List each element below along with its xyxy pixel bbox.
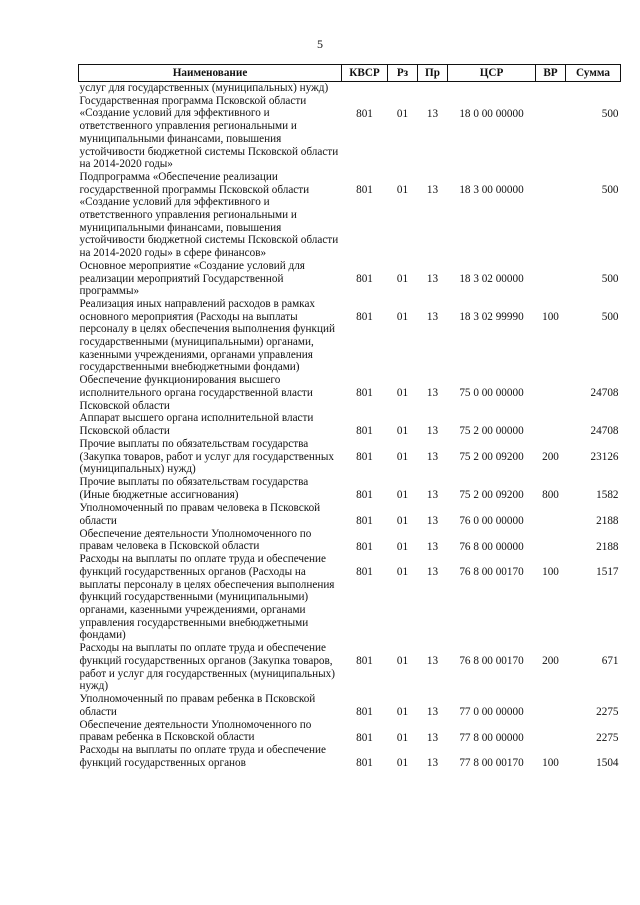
cell-rz: 01	[396, 514, 409, 527]
cell-sum: 500	[601, 183, 619, 196]
cell-kvsr: 801	[356, 757, 373, 770]
cell-name: Расходы на выплаты по оплате труда и обеспечение функций государственных органов (Закупка товаров, работ и услуг для государственных (муниципальных) нужд)	[79, 642, 335, 693]
table-row	[79, 528, 621, 554]
cell-kvsr: 801	[356, 540, 373, 553]
table-row	[79, 744, 621, 770]
cell-pr: 13	[426, 514, 439, 527]
cell-name: Основное мероприятие «Создание условий для реализации мероприятий Государственной программы»	[79, 259, 305, 298]
cell-sum: 500	[601, 272, 619, 285]
cell-kvsr: 801	[356, 425, 373, 438]
table-row	[79, 476, 621, 502]
cell-sum: 1582	[596, 489, 619, 502]
cell-sum: 671	[601, 655, 619, 668]
cell-name: Аппарат высшего органа исполнительной власти Псковской области	[79, 412, 314, 437]
cell-vr: 100	[542, 566, 559, 579]
cell-pr: 13	[426, 705, 439, 718]
cell-pr: 13	[426, 655, 439, 668]
cell-rz: 01	[396, 310, 409, 323]
cell-sum: 500	[601, 107, 619, 120]
cell-kvsr: 801	[356, 310, 373, 323]
cell-csr: 77 8 00 00170	[459, 757, 524, 770]
page-number: 5	[317, 37, 323, 51]
cell-sum: 2188	[596, 540, 619, 553]
cell-csr: 75 2 00 09200	[459, 489, 524, 502]
table-row	[79, 171, 621, 260]
cell-kvsr	[342, 82, 388, 95]
cell-vr: 100	[542, 310, 559, 323]
cell-vr	[536, 374, 566, 412]
cell-pr: 13	[426, 272, 439, 285]
header-pr: Пр	[418, 65, 448, 82]
cell-name: Реализация иных направлений расходов в рамках основного мероприятия (Расходы на выплаты персоналу в целях обеспечения выполнения функций государственными (муниципальными) органами, казенными учреждениями, органами управления государственными внебюджетными фондами)	[79, 297, 335, 374]
cell-pr: 13	[426, 450, 439, 463]
cell-kvsr: 801	[356, 731, 373, 744]
budget-table	[78, 64, 621, 770]
cell-vr: 100	[542, 757, 559, 770]
cell-csr: 76 8 00 00170	[459, 655, 524, 668]
cell-sum	[566, 82, 621, 95]
cell-csr: 75 2 00 09200	[459, 450, 524, 463]
cell-kvsr: 801	[356, 705, 373, 718]
table-row	[79, 502, 621, 528]
table-row	[79, 95, 621, 171]
cell-sum: 2188	[596, 514, 619, 527]
cell-csr: 77 0 00 00000	[459, 705, 524, 718]
cell-csr: 76 8 00 00170	[459, 566, 524, 579]
cell-name: Подпрограмма «Обеспечение реализации государственной программы Псковской области «Создание условий для эффективного и ответственного управления региональными и муниципальными финансами, повышения устойчивости бюджетной системы Псковской области на 2014-2020 годы» в сфере финансов»	[79, 170, 339, 260]
table-body	[79, 82, 621, 771]
cell-kvsr: 801	[356, 450, 373, 463]
cell-rz: 01	[396, 183, 409, 196]
cell-name: Прочие выплаты по обязательствам государства (Закупка товаров, работ и услуг для государственных (муниципальных) нужд)	[79, 437, 334, 476]
cell-kvsr: 801	[356, 387, 373, 400]
cell-pr: 13	[426, 566, 439, 579]
cell-csr: 18 0 00 00000	[459, 107, 524, 120]
cell-rz: 01	[396, 731, 409, 744]
cell-rz: 01	[396, 425, 409, 438]
cell-vr: 800	[542, 489, 559, 502]
cell-kvsr: 801	[356, 489, 373, 502]
cell-rz: 01	[396, 450, 409, 463]
table-header-row	[79, 65, 621, 82]
cell-pr: 13	[426, 425, 439, 438]
table-row	[79, 693, 621, 719]
cell-name: Уполномоченный по правам ребенка в Псковской области	[79, 692, 316, 718]
cell-csr: 18 3 02 99990	[459, 310, 524, 323]
cell-kvsr: 801	[356, 566, 373, 579]
table-row	[79, 82, 621, 95]
cell-name: услуг для государственных (муниципальных) нужд)	[79, 82, 329, 94]
cell-rz: 01	[396, 489, 409, 502]
cell-csr	[448, 82, 536, 95]
cell-name: Прочие выплаты по обязательствам государства (Иные бюджетные ассигнования)	[79, 476, 309, 501]
cell-name: Обеспечение деятельности Уполномоченного по правам ребенка в Псковской области	[79, 718, 312, 744]
cell-rz	[388, 82, 418, 95]
cell-csr: 76 0 00 00000	[459, 514, 524, 527]
cell-kvsr: 801	[356, 183, 373, 196]
cell-kvsr: 801	[356, 107, 373, 120]
cell-csr: 75 0 00 00000	[459, 387, 524, 400]
cell-pr: 13	[426, 310, 439, 323]
cell-name: Уполномоченный по правам человека в Псковской области	[79, 501, 321, 527]
table-row	[79, 438, 621, 476]
table-row	[79, 553, 621, 642]
header-sum: Сумма	[566, 65, 621, 82]
cell-sum: 23126	[590, 450, 619, 463]
cell-vr	[536, 95, 566, 171]
cell-sum: 2275	[596, 731, 619, 744]
cell-name: Обеспечение деятельности Уполномоченного по правам человека в Псковской области	[79, 527, 312, 553]
cell-pr: 13	[426, 107, 439, 120]
cell-pr: 13	[426, 540, 439, 553]
cell-vr	[536, 260, 566, 298]
cell-name: Расходы на выплаты по оплате труда и обеспечение функций государственных органов	[79, 744, 326, 770]
cell-kvsr: 801	[356, 655, 373, 668]
cell-vr	[536, 719, 566, 745]
cell-vr: 200	[542, 655, 559, 668]
table-row	[79, 260, 621, 298]
table-row	[79, 374, 621, 412]
cell-name: Расходы на выплаты по оплате труда и обеспечение функций государственных органов (Расходы на выплаты персоналу в целях обеспечения выполнения функций государственными (муниципальными) органами, казенными учреждениями, органами управления государственными внебюджетными фондами)	[79, 553, 335, 642]
cell-pr: 13	[426, 387, 439, 400]
cell-csr: 77 8 00 00000	[459, 731, 524, 744]
cell-rz: 01	[396, 387, 409, 400]
cell-name: Государственная программа Псковской области «Создание условий для эффективного и ответственного управления региональными и муниципальными финансами, повышения устойчивости бюджетной системы Псковской области на 2014-2020 годы»	[79, 94, 339, 171]
cell-rz: 01	[396, 705, 409, 718]
header-kvsr: КВСР	[342, 65, 388, 82]
cell-pr: 13	[426, 731, 439, 744]
header-rz: Рз	[388, 65, 418, 82]
cell-sum: 1517	[596, 566, 619, 579]
cell-vr	[536, 528, 566, 554]
header-name: Наименование	[79, 65, 342, 82]
cell-vr	[536, 82, 566, 95]
cell-sum: 1504	[596, 757, 619, 770]
cell-vr	[536, 171, 566, 260]
cell-rz: 01	[396, 757, 409, 770]
cell-kvsr: 801	[356, 514, 373, 527]
cell-rz: 01	[396, 272, 409, 285]
cell-name: Обеспечение функционирования высшего исполнительного органа государственной власти Псковской области	[79, 374, 313, 412]
table-row	[79, 412, 621, 438]
table-row	[79, 298, 621, 374]
cell-rz: 01	[396, 566, 409, 579]
cell-sum: 500	[601, 310, 619, 323]
cell-vr: 200	[542, 450, 559, 463]
header-vr: ВР	[536, 65, 566, 82]
cell-rz: 01	[396, 540, 409, 553]
table-row	[79, 642, 621, 693]
cell-sum: 2275	[596, 705, 619, 718]
cell-sum: 24708	[590, 425, 619, 438]
cell-sum: 24708	[590, 387, 619, 400]
cell-pr: 13	[426, 489, 439, 502]
cell-kvsr: 801	[356, 272, 373, 285]
cell-pr: 13	[426, 183, 439, 196]
cell-vr	[536, 412, 566, 438]
cell-rz: 01	[396, 107, 409, 120]
cell-csr: 18 3 00 00000	[459, 183, 524, 196]
header-csr: ЦСР	[448, 65, 536, 82]
cell-pr: 13	[426, 757, 439, 770]
table-row	[79, 719, 621, 745]
cell-vr	[536, 502, 566, 528]
cell-vr	[536, 693, 566, 719]
cell-csr: 76 8 00 00000	[459, 540, 524, 553]
cell-rz: 01	[396, 655, 409, 668]
cell-pr	[418, 82, 448, 95]
cell-csr: 75 2 00 00000	[459, 425, 524, 438]
cell-csr: 18 3 02 00000	[459, 272, 524, 285]
